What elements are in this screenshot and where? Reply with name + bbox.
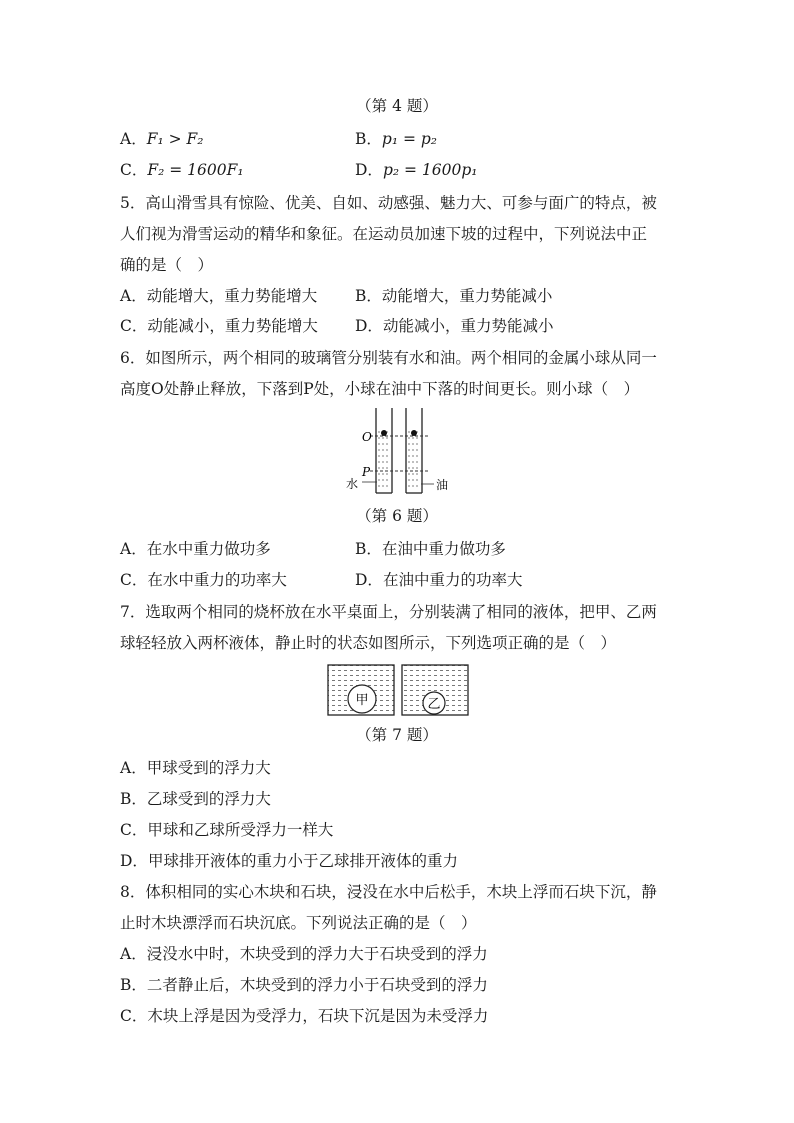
q6-option-d bbox=[355, 570, 522, 590]
q8-stem-line-1: 8．体积相同的实心木块和石块，浸没在水中后松手，木块上浮而石块下沉，静 bbox=[120, 883, 657, 901]
option-label: C． bbox=[120, 1007, 148, 1025]
q4-option-a bbox=[120, 129, 203, 149]
q8-option-a bbox=[120, 944, 488, 964]
option-text: F₂ = 1600F₁ bbox=[147, 161, 244, 179]
q7-option-b bbox=[120, 789, 271, 809]
q5-option-b bbox=[355, 286, 552, 306]
option-label: A． bbox=[120, 130, 147, 148]
ball-in-oil bbox=[411, 430, 417, 436]
label-oil: 油 bbox=[436, 478, 449, 492]
label-water: 水 bbox=[346, 477, 359, 491]
option-label: D． bbox=[355, 161, 383, 179]
q5-option-c bbox=[120, 316, 318, 336]
beaker-yi bbox=[402, 665, 468, 715]
q6-figure-tubes bbox=[340, 408, 460, 500]
q7-caption: （第 7 题） bbox=[356, 726, 438, 744]
option-label: A． bbox=[120, 945, 147, 963]
q6-stem-line-2: 高度O处静止释放，下落到P处，小球在油中下落的时间更长。则小球（ ） bbox=[120, 380, 640, 398]
option-text: 甲球受到的浮力大 bbox=[146, 759, 271, 777]
q6-option-b bbox=[355, 539, 506, 559]
q6-stem-line-1: 6．如图所示，两个相同的玻璃管分别装有水和油。两个相同的金属小球从同一 bbox=[120, 349, 657, 367]
option-label: B． bbox=[120, 976, 147, 994]
option-text: 木块上浮是因为受浮力，石块下沉是因为未受浮力 bbox=[147, 1007, 489, 1025]
option-text: 动能增大，重力势能减小 bbox=[381, 287, 553, 305]
q7-option-a bbox=[120, 758, 271, 778]
option-text: 在油中重力做功多 bbox=[381, 540, 506, 558]
option-label: C． bbox=[120, 571, 148, 589]
option-label: A． bbox=[120, 759, 147, 777]
option-label: C． bbox=[120, 161, 148, 179]
option-text: 动能减小，重力势能增大 bbox=[147, 317, 318, 335]
q8-option-c bbox=[120, 1006, 488, 1026]
option-text: 在水中重力做功多 bbox=[146, 540, 271, 558]
option-label: D． bbox=[355, 317, 383, 335]
option-label: A． bbox=[120, 287, 147, 305]
option-text: 动能减小，重力势能减小 bbox=[382, 317, 554, 335]
option-label: C． bbox=[120, 821, 148, 839]
option-label: B． bbox=[355, 130, 382, 148]
q4-caption: （第 4 题） bbox=[356, 97, 438, 115]
option-label: D． bbox=[355, 571, 383, 589]
q6-caption: （第 6 题） bbox=[356, 507, 438, 525]
option-text: 甲球和乙球所受浮力一样大 bbox=[147, 821, 334, 839]
water-tube bbox=[376, 408, 392, 493]
q8-option-b bbox=[120, 975, 488, 995]
q8-stem-line-2: 止时木块漂浮而石块沉底。下列说法正确的是（ ） bbox=[120, 914, 477, 932]
option-text: 动能增大，重力势能增大 bbox=[146, 287, 318, 305]
option-text: 在油中重力的功率大 bbox=[382, 571, 523, 589]
q5-option-a bbox=[120, 286, 317, 306]
q5-stem-line-3: 确的是（ ） bbox=[120, 256, 214, 274]
q7-stem-line-2: 球轻轻放入两杯液体，静止时的状态如图所示，下列选项正确的是（ ） bbox=[120, 634, 617, 652]
label-yi: 乙 bbox=[427, 697, 441, 712]
q4-option-c bbox=[120, 160, 244, 180]
option-label: D． bbox=[120, 852, 148, 870]
option-label: A． bbox=[120, 540, 147, 558]
q7-option-d bbox=[120, 851, 458, 871]
option-text: 浸没水中时，木块受到的浮力大于石块受到的浮力 bbox=[146, 945, 488, 963]
oil-tube bbox=[406, 408, 422, 493]
option-text: p₁ = p₂ bbox=[381, 130, 438, 148]
ball-in-water bbox=[381, 430, 387, 436]
q5-stem-line-2: 人们视为滑雪运动的精华和象征。在运动员加速下坡的过程中，下列说法中正 bbox=[120, 225, 648, 243]
option-label: B． bbox=[355, 287, 382, 305]
label-jia: 甲 bbox=[355, 693, 369, 708]
option-label: B． bbox=[120, 790, 147, 808]
q4-option-d bbox=[355, 160, 478, 180]
option-text: p₂ = 1600p₁ bbox=[382, 161, 478, 179]
label-o: O bbox=[362, 430, 372, 444]
option-text: 甲球排开液体的重力小于乙球排开液体的重力 bbox=[147, 852, 458, 870]
q7-stem-line-1: 7．选取两个相同的烧杯放在水平桌面上，分别装满了相同的液体，把甲、乙两 bbox=[120, 603, 657, 621]
q5-stem-line-1: 5．高山滑雪具有惊险、优美、自如、动感强、魅力大、可参与面广的特点，被 bbox=[120, 194, 657, 212]
label-p: P bbox=[362, 465, 371, 479]
q7-figure-beakers bbox=[326, 663, 470, 717]
q4-option-b bbox=[355, 129, 437, 149]
q6-option-c bbox=[120, 570, 287, 590]
option-label: B． bbox=[355, 540, 382, 558]
beaker-jia bbox=[328, 665, 394, 715]
q6-option-a bbox=[120, 539, 271, 559]
option-text: 在水中重力的功率大 bbox=[147, 571, 287, 589]
option-text: F₁ > F₂ bbox=[146, 130, 204, 148]
q7-option-c bbox=[120, 820, 333, 840]
option-text: 二者静止后，木块受到的浮力小于石块受到的浮力 bbox=[146, 976, 488, 994]
option-text: 乙球受到的浮力大 bbox=[146, 790, 271, 808]
option-label: C． bbox=[120, 317, 148, 335]
q5-option-d bbox=[355, 316, 553, 336]
